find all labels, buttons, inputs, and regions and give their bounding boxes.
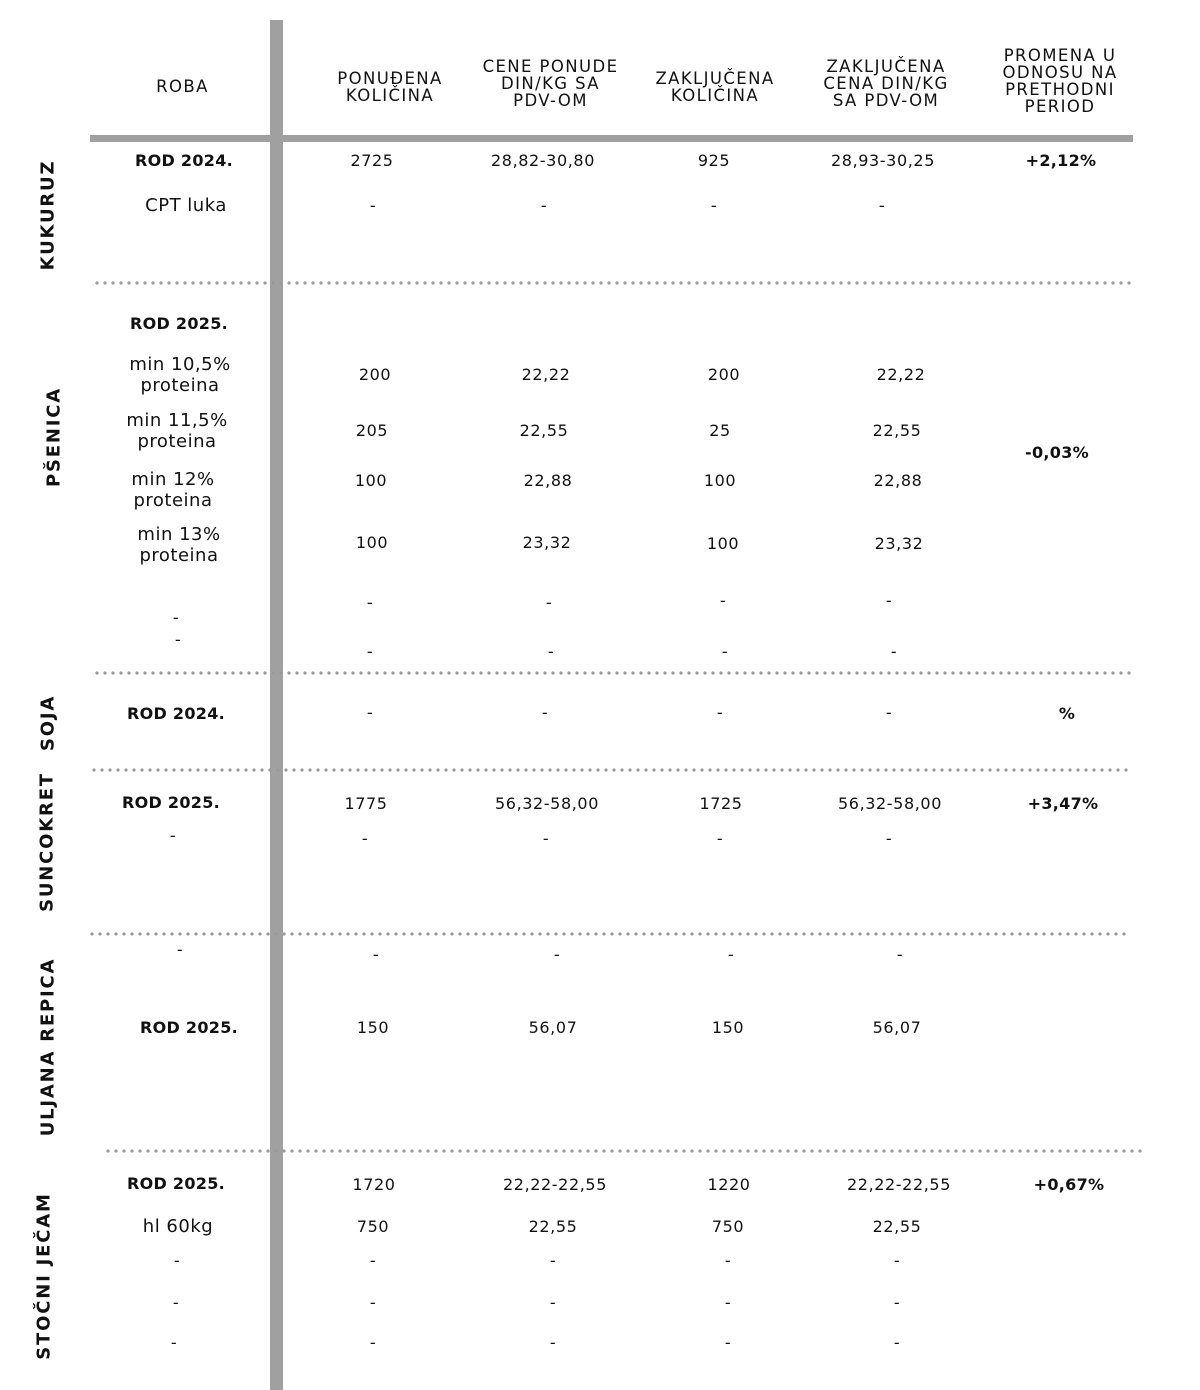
closed-price: 28,93-30,25 (831, 151, 935, 170)
row-label: ROD 2025. (121, 793, 221, 812)
row-label (129, 354, 230, 396)
closed-price: - (885, 703, 893, 722)
change-value: % (1058, 704, 1076, 723)
header-line: PROMENA U (1003, 46, 1117, 65)
row-label: ROD 2024. (126, 704, 226, 723)
offered-qty: 200 (358, 365, 392, 384)
closed-price: 22,55 (872, 1217, 922, 1236)
closed-price: 22,88 (873, 471, 923, 490)
row-label: - (174, 630, 182, 649)
offered-qty: - (366, 642, 374, 661)
category-stocni-jecam: STOČNI JEČAM (33, 1192, 55, 1360)
change-value: +3,47% (1027, 794, 1099, 813)
header-line: PERIOD (1024, 97, 1096, 116)
closed-price: 22,22-22,55 (847, 1175, 951, 1194)
row-label: ROD 2025. (126, 1174, 226, 1193)
closed-qty: - (724, 1293, 732, 1312)
offer-price: 22,55 (519, 421, 569, 440)
offered-qty: 750 (356, 1217, 390, 1236)
closed-qty: - (719, 591, 727, 610)
closed-qty: 100 (706, 534, 740, 553)
closed-price: 23,32 (874, 534, 924, 553)
change-value: -0,03% (1025, 443, 1089, 462)
header-line: DIN/KG SA (501, 74, 600, 93)
header-offer-price (463, 58, 638, 109)
closed-price: 56,32-58,00 (838, 794, 942, 813)
closed-qty: 1725 (699, 794, 743, 813)
offer-price: - (553, 945, 561, 964)
row-label (137, 524, 220, 566)
row-label: - (172, 608, 180, 627)
closed-qty: 1220 (707, 1175, 751, 1194)
header-line: CENE PONUDE (482, 57, 619, 76)
header-offered-qty (310, 70, 470, 104)
offer-price: - (545, 593, 553, 612)
header-divider (90, 135, 1133, 142)
header-line: ODNOSU NA (1002, 63, 1118, 82)
closed-qty: - (727, 945, 735, 964)
label-line: min 12% (131, 469, 215, 490)
change-value: +0,67% (1033, 1175, 1105, 1194)
label-line: min 13% (137, 524, 221, 545)
offered-qty: - (369, 1333, 377, 1352)
offered-qty: 150 (356, 1018, 390, 1037)
section-separator (90, 768, 1130, 772)
row-label: hl 60kg (142, 1216, 214, 1237)
change-value: +2,12% (1025, 151, 1097, 170)
offer-price: 28,82-30,80 (491, 151, 595, 170)
offered-qty: - (372, 945, 380, 964)
row-label: - (169, 826, 177, 845)
offered-qty: - (366, 703, 374, 722)
offer-price: 22,22 (521, 365, 571, 384)
offer-price: 22,55 (528, 1217, 578, 1236)
closed-price: - (893, 1251, 901, 1270)
offer-price: 22,88 (523, 471, 573, 490)
header-closed-price (800, 58, 972, 109)
label-line: min 10,5% (129, 354, 231, 375)
offer-price: - (549, 1333, 557, 1352)
section-separator (104, 1149, 1144, 1153)
offer-price: 23,32 (522, 533, 572, 552)
offer-price: 56,07 (528, 1018, 578, 1037)
closed-qty: - (710, 196, 718, 215)
closed-price: 22,22 (876, 365, 926, 384)
closed-qty: - (724, 1333, 732, 1352)
header-line: PONUĐENA (337, 69, 443, 88)
category-psenica: PŠENICA (43, 387, 65, 487)
header-roba: ROBA (156, 77, 209, 96)
header-line: ZAKLJUČENA (826, 57, 946, 76)
closed-qty: - (716, 829, 724, 848)
offered-qty: 1720 (352, 1175, 396, 1194)
header-change (980, 47, 1140, 115)
row-label: - (176, 940, 184, 959)
row-label: ROD 2025. (139, 1018, 239, 1037)
offer-price: - (542, 829, 550, 848)
category-uljana-repica: ULJANA REPICA (37, 957, 59, 1137)
header-line: KOLIČINA (670, 86, 760, 105)
row-label (131, 469, 214, 511)
offered-qty: 205 (355, 421, 389, 440)
closed-price: - (896, 945, 904, 964)
offered-qty: 100 (355, 533, 389, 552)
section-separator (93, 671, 1133, 675)
offered-qty: - (361, 829, 369, 848)
section-subtitle: ROD 2025. (129, 314, 229, 333)
closed-price: - (885, 829, 893, 848)
row-label: - (170, 1333, 178, 1352)
section-separator (93, 281, 1133, 285)
header-line: CENA DIN/KG (823, 74, 949, 93)
row-label: - (173, 1251, 181, 1270)
offered-qty: - (369, 196, 377, 215)
row-label: CPT luka (145, 195, 227, 216)
header-closed-qty (636, 70, 794, 104)
category-kukuruz: KUKURUZ (37, 159, 59, 271)
header-line: SA PDV-OM (832, 91, 940, 110)
row-label: ROD 2024. (134, 151, 234, 170)
label-line: proteina (139, 545, 219, 566)
offered-qty: 100 (354, 471, 388, 490)
closed-price: 56,07 (872, 1018, 922, 1037)
closed-qty: 750 (711, 1217, 745, 1236)
offer-price: - (540, 196, 548, 215)
offered-qty: - (366, 593, 374, 612)
label-line: proteina (133, 490, 213, 511)
offered-qty: 1775 (344, 794, 388, 813)
closed-qty: 100 (703, 471, 737, 490)
header-line: ZAKLJUČENA (655, 69, 775, 88)
closed-qty: - (721, 642, 729, 661)
label-line: proteina (140, 375, 220, 396)
closed-price: - (885, 591, 893, 610)
closed-price: 22,55 (872, 421, 922, 440)
closed-qty: - (724, 1251, 732, 1270)
label-line: min 11,5% (126, 410, 228, 431)
header-line: PDV-OM (513, 91, 588, 110)
closed-qty: 25 (709, 421, 731, 440)
category-suncokret: SUNCOKRET (36, 772, 58, 912)
vertical-divider (270, 20, 283, 1390)
section-separator (88, 932, 1128, 936)
category-soja: SOJA (37, 694, 59, 752)
closed-qty: 925 (697, 151, 731, 170)
closed-qty: - (716, 703, 724, 722)
offered-qty: - (369, 1293, 377, 1312)
offer-price: - (541, 703, 549, 722)
closed-qty: 200 (707, 365, 741, 384)
offer-price: - (547, 642, 555, 661)
offer-price: 56,32-58,00 (495, 794, 599, 813)
header-line: KOLIČINA (345, 86, 435, 105)
label-line: proteina (137, 431, 217, 452)
offer-price: - (549, 1293, 557, 1312)
header-line: PRETHODNI (1005, 80, 1115, 99)
row-label (126, 410, 227, 452)
offered-qty: 2725 (350, 151, 394, 170)
closed-price: - (878, 196, 886, 215)
closed-price: - (893, 1333, 901, 1352)
closed-price: - (890, 642, 898, 661)
row-label: - (172, 1293, 180, 1312)
offer-price: - (549, 1251, 557, 1270)
closed-qty: 150 (711, 1018, 745, 1037)
offered-qty: - (369, 1251, 377, 1270)
offer-price: 22,22-22,55 (503, 1175, 607, 1194)
closed-price: - (893, 1293, 901, 1312)
